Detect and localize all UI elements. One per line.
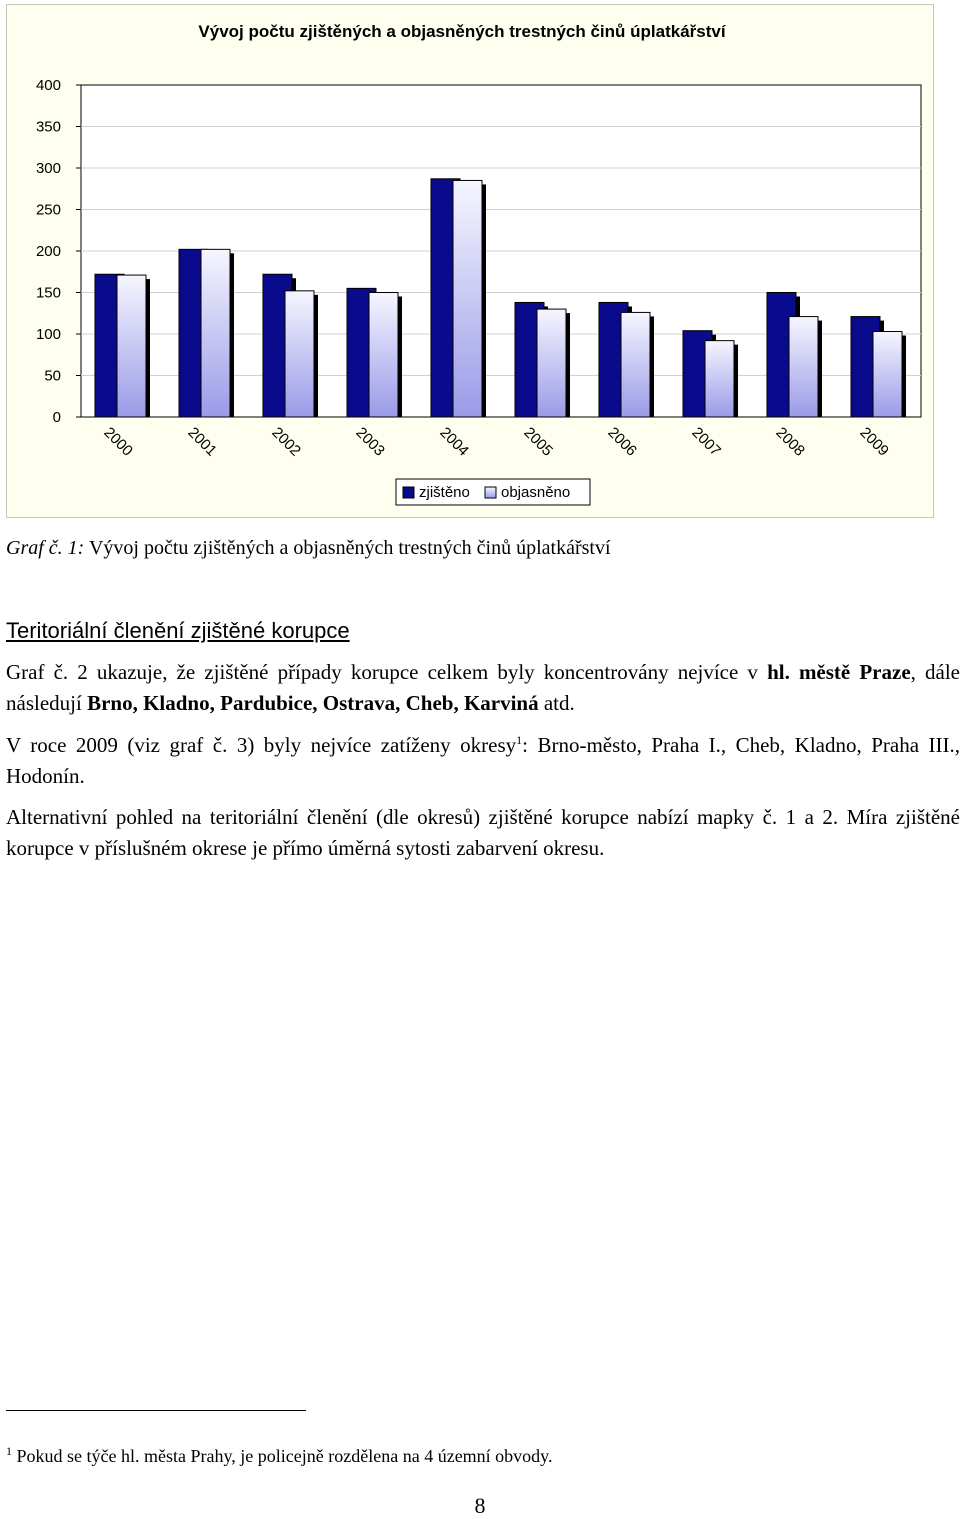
x-tick-label: 2000 xyxy=(100,424,136,460)
y-tick-label: 250 xyxy=(35,201,61,219)
bar-solved xyxy=(621,312,650,417)
x-tick-label: 2004 xyxy=(436,424,472,460)
bar-solved xyxy=(873,332,902,417)
footnote-text: Pokud se týče hl. města Prahy, je policejně rozdělena na 4 územní obvody. xyxy=(12,1446,553,1466)
y-tick-label: 50 xyxy=(44,367,61,385)
chart-title: Vývoj počtu zjištěných a objasněných trestných činů úplatkářství xyxy=(198,22,726,41)
figure-caption xyxy=(6,537,611,560)
bar-solved xyxy=(369,293,398,418)
bar-solved xyxy=(537,309,566,417)
y-tick-label: 100 xyxy=(35,326,61,343)
legend-swatch-solved xyxy=(485,487,496,498)
section-heading: Teritoriální členění zjištěné korupce xyxy=(6,618,350,643)
x-tick-label: 2007 xyxy=(688,424,724,460)
y-tick-label: 400 xyxy=(35,77,61,94)
bar-solved xyxy=(453,180,482,417)
footnote xyxy=(6,1446,553,1467)
bar-solved xyxy=(285,291,314,417)
page-number: 8 xyxy=(474,1493,486,1518)
footnote-mark: 1 xyxy=(6,1444,12,1458)
y-tick-label: 0 xyxy=(52,409,61,426)
y-tick-label: 300 xyxy=(35,160,61,177)
chart-container xyxy=(6,4,934,518)
footnote-ref: 1 xyxy=(516,733,523,747)
y-tick-label: 350 xyxy=(35,118,61,136)
footnote-divider xyxy=(6,1410,306,1411)
x-tick-label: 2008 xyxy=(772,424,808,460)
legend-label-solved: objasněno xyxy=(501,484,571,501)
x-tick-label: 2001 xyxy=(184,424,220,460)
y-tick-label: 200 xyxy=(35,243,61,260)
paragraph-3: Alternativní pohled na teritoriální členění (dle okresů) zjištěné korupce nabízí mapky č. 1 a 2. Míra zjištěné korupce v příslušném okrese je přímo úměrná sytosti zabarvení okresu. xyxy=(6,805,960,860)
bar-solved xyxy=(201,249,230,417)
bar-chart xyxy=(7,5,935,519)
x-tick-label: 2002 xyxy=(268,424,304,460)
y-tick-label: 150 xyxy=(35,284,61,302)
bar-solved xyxy=(789,317,818,417)
legend-label-detected: zjištěno xyxy=(419,484,470,501)
caption-text: Vývoj počtu zjištěných a objasněných trestných činů úplatkářství xyxy=(84,537,611,559)
paragraph-2: V roce 2009 (viz graf č. 3) byly nejvíce zatíženy okresy$^1$: Brno-město, Praha I., Cheb, Kladno, Praha III., Hodonín. xyxy=(6,733,960,788)
bar-solved xyxy=(117,275,146,417)
bar-solved xyxy=(705,341,734,417)
caption-prefix: Graf č. 1: xyxy=(6,537,85,559)
paragraph-1: Graf č. 2 ukazuje, že zjištěné případy korupce celkem byly koncentrovány nejvíce v hl. městě Praze, dále následují Brno, Kladno, Pardubice, Ostrava, Cheb, Karviná atd. xyxy=(6,660,960,715)
x-tick-label: 2003 xyxy=(352,424,388,460)
legend-swatch-detected xyxy=(403,487,414,498)
x-tick-label: 2009 xyxy=(856,424,892,460)
x-tick-label: 2005 xyxy=(520,424,556,460)
x-tick-label: 2006 xyxy=(604,424,640,460)
chart-legend xyxy=(396,479,590,505)
